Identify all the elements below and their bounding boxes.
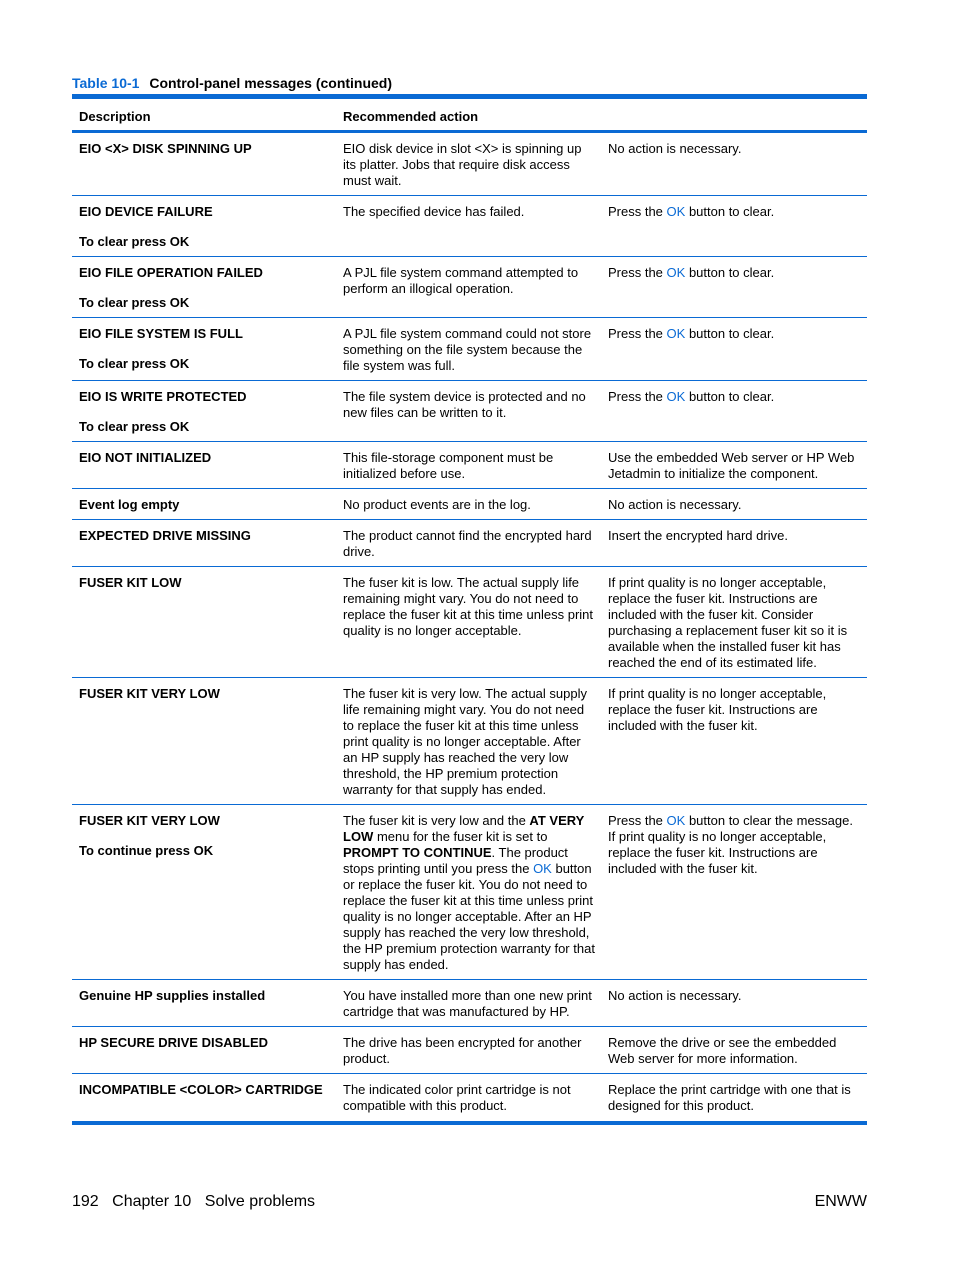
message-prompt: To clear press OK <box>79 419 190 434</box>
message-name: EIO IS WRITE PROTECTED <box>79 389 247 404</box>
message-name: EIO <X> DISK SPINNING UP <box>79 141 252 156</box>
page-footer <box>72 1193 324 1211</box>
action-detail <box>336 805 601 980</box>
menu-setting-name: AT VERY LOW <box>343 813 585 844</box>
action-step <box>601 318 867 381</box>
message-cell <box>72 132 336 196</box>
action-detail: You have installed more than one new print cartridge that was manufactured by HP. <box>336 980 601 1027</box>
page-number: 192 <box>72 1193 99 1210</box>
action-step: Insert the encrypted hard drive. <box>601 520 867 567</box>
action-text: button to clear. <box>685 265 775 280</box>
detail-text: . The product stops printing until you press the <box>343 845 568 876</box>
message-cell <box>72 196 336 257</box>
message-name: EIO DEVICE FAILURE <box>79 204 213 219</box>
action-detail: The file system device is protected and no new files can be written to it. <box>336 381 601 442</box>
header-description: Description <box>72 97 336 132</box>
table-row <box>72 257 867 318</box>
detail-text: button or replace the fuser kit. You do not need to replace the fuser kit at this time unless print quality is no longer acceptable. After an HP supply has reached the very low threshold, the HP premium protection warranty for that supply has ended. <box>343 861 595 972</box>
action-text: Press the <box>608 326 667 341</box>
action-detail: No product events are in the log. <box>336 489 601 520</box>
message-cell <box>72 318 336 381</box>
action-step: No action is necessary. <box>601 489 867 520</box>
action-step: If print quality is no longer acceptable, replace the fuser kit. Instructions are included with the fuser kit. Consider purchasing a replacement fuser kit so it is available when the installed fuser kit has reached the end of its estimated life. <box>601 567 867 678</box>
message-cell <box>72 567 336 678</box>
action-step: If print quality is no longer acceptable, replace the fuser kit. Instructions are included with the fuser kit. <box>601 678 867 805</box>
ok-button-ref: OK <box>533 861 552 876</box>
action-step <box>601 381 867 442</box>
message-name: HP SECURE DRIVE DISABLED <box>79 1035 269 1050</box>
table-number: Table 10-1 <box>72 75 140 91</box>
action-detail: EIO disk device in slot <X> is spinning up its platter. Jobs that require disk access must wait. <box>336 132 601 196</box>
chapter-label: Chapter 10 <box>112 1193 192 1210</box>
message-cell <box>72 489 336 520</box>
message-name: INCOMPATIBLE <COLOR> CARTRIDGE <box>79 1082 323 1097</box>
message-name: FUSER KIT VERY LOW <box>79 686 220 701</box>
ok-button-ref: OK <box>666 813 686 828</box>
message-cell <box>72 678 336 805</box>
action-text: Press the <box>608 265 667 280</box>
action-detail: The drive has been encrypted for another product. <box>336 1027 601 1074</box>
ok-button-ref: OK <box>666 204 686 219</box>
locale-code: ENWW <box>814 1193 867 1210</box>
message-prompt: To clear press OK <box>79 356 190 371</box>
ok-button-ref: OK <box>666 389 686 404</box>
action-step: Remove the drive or see the embedded Web server for more information. <box>601 1027 867 1074</box>
header-recommended-action: Recommended action <box>336 97 867 132</box>
table-row <box>72 442 867 489</box>
message-cell <box>72 1027 336 1074</box>
table-row <box>72 1027 867 1074</box>
message-cell <box>72 805 336 980</box>
message-name: EIO FILE OPERATION FAILED <box>79 265 263 280</box>
action-text: button to clear. <box>685 326 775 341</box>
table-row <box>72 1074 867 1124</box>
action-text: button to clear. <box>685 204 775 219</box>
action-step <box>601 805 867 980</box>
table-row <box>72 196 867 257</box>
action-step <box>601 196 867 257</box>
message-cell <box>72 257 336 318</box>
action-step: Use the embedded Web server or HP Web Jetadmin to initialize the component. <box>601 442 867 489</box>
table-row <box>72 318 867 381</box>
menu-setting-value: PROMPT TO CONTINUE <box>343 845 492 860</box>
action-detail: The fuser kit is low. The actual supply life remaining might vary. You do not need to replace the fuser kit at this time unless print quality is no longer acceptable. <box>336 567 601 678</box>
action-detail: A PJL file system command could not store something on the file system because the file system was full. <box>336 318 601 381</box>
control-panel-messages-table <box>72 94 867 1125</box>
section-label: Solve problems <box>204 1193 316 1210</box>
message-name: Event log empty <box>79 497 180 512</box>
table-row <box>72 980 867 1027</box>
message-name: EIO FILE SYSTEM IS FULL <box>79 326 243 341</box>
action-step: No action is necessary. <box>601 980 867 1027</box>
action-text: Press the <box>608 813 667 828</box>
action-step: No action is necessary. <box>601 132 867 196</box>
action-text: button to clear. <box>685 389 775 404</box>
action-text: Press the <box>608 389 667 404</box>
table-header-row <box>72 97 867 132</box>
message-name: Genuine HP supplies installed <box>79 988 266 1003</box>
detail-text: The fuser kit is very low and the <box>343 813 530 828</box>
message-prompt: To clear press OK <box>79 234 190 249</box>
table-row <box>72 805 867 980</box>
table-row <box>72 567 867 678</box>
message-cell <box>72 520 336 567</box>
table-row <box>72 381 867 442</box>
table-row <box>72 520 867 567</box>
message-name: EIO NOT INITIALIZED <box>79 450 212 465</box>
message-name: EXPECTED DRIVE MISSING <box>79 528 251 543</box>
message-prompt: To continue press OK <box>79 843 214 858</box>
action-detail: The product cannot find the encrypted hard drive. <box>336 520 601 567</box>
message-name: FUSER KIT VERY LOW <box>79 813 220 828</box>
action-text: button to clear the message. If print quality is no longer acceptable, replace the fuser kit. Instructions are included with the fuser kit. <box>608 813 853 876</box>
action-step <box>601 257 867 318</box>
action-detail: This file-storage component must be initialized before use. <box>336 442 601 489</box>
ok-button-ref: OK <box>666 326 686 341</box>
table-row <box>72 489 867 520</box>
action-detail: The specified device has failed. <box>336 196 601 257</box>
table-row <box>72 678 867 805</box>
message-prompt: To clear press OK <box>79 295 190 310</box>
action-detail: A PJL file system command attempted to perform an illogical operation. <box>336 257 601 318</box>
message-cell <box>72 381 336 442</box>
message-name: FUSER KIT LOW <box>79 575 182 590</box>
table-row <box>72 132 867 196</box>
action-detail: The indicated color print cartridge is not compatible with this product. <box>343 1082 571 1113</box>
ok-button-ref: OK <box>666 265 686 280</box>
action-detail: The fuser kit is very low. The actual supply life remaining might vary. You do not need to replace the fuser kit at this time unless print quality is no longer acceptable. After an HP supply has reached the very low threshold, the HP premium protection warranty for that supply has ended. <box>336 678 601 805</box>
table-caption <box>72 75 392 91</box>
detail-text: menu for the fuser kit is set to <box>373 829 548 844</box>
table-title: Control-panel messages (continued) <box>149 75 393 91</box>
action-text: Press the <box>608 204 667 219</box>
message-cell <box>72 980 336 1027</box>
action-step: Replace the print cartridge with one that is designed for this product. <box>608 1082 851 1113</box>
message-cell <box>72 442 336 489</box>
message-cell <box>72 1074 336 1124</box>
